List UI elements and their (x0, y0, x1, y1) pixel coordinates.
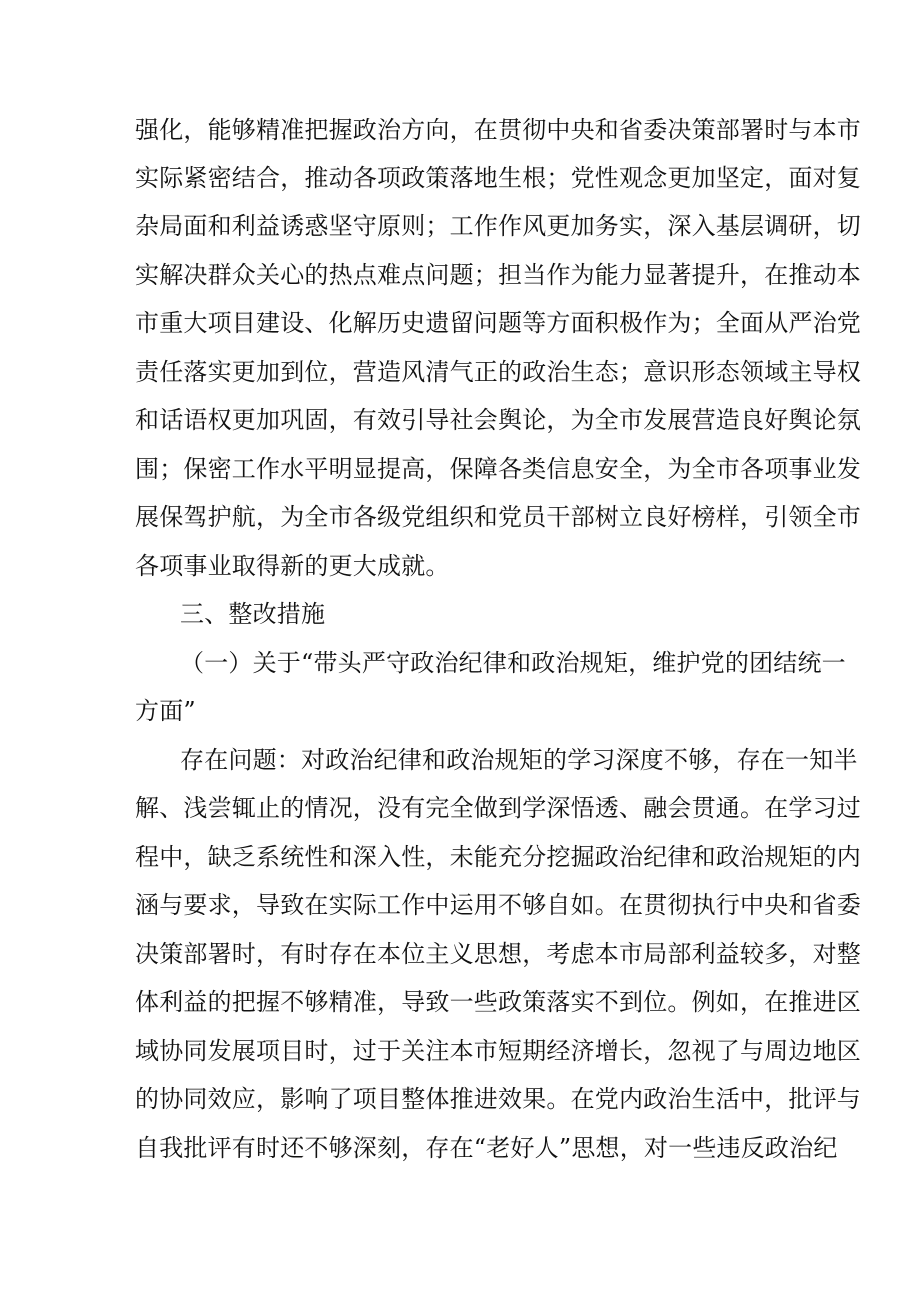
section-heading: 三、整改措施 (180, 600, 326, 628)
subheading-line: （一）关于“带头严守政治纪律和政治规矩，维护党的团结统一 (180, 649, 846, 677)
text-line: 域协同发展项目时，过于关注本市短期经济增长，忽视了与周边地区 (135, 1037, 861, 1065)
text-line: 市重大项目建设、化解历史遗留问题等方面积极作为；全面从严治党 (135, 309, 861, 337)
text-line: 责任落实更加到位，营造风清气正的政治生态；意识形态领域主导权 (135, 358, 861, 386)
text-line: 存在问题：对政治纪律和政治规矩的学习深度不够，存在一知半 (180, 746, 858, 774)
text-line: 体利益的把握不够精准，导致一些政策落实不到位。例如，在推进区 (135, 988, 861, 1016)
text-line: 解、浅尝辄止的情况，没有完全做到学深悟透、融会贯通。在学习过 (135, 794, 861, 822)
text-line: 展保驾护航，为全市各级党组织和党员干部树立良好榜样，引领全市 (135, 503, 861, 531)
text-line: 决策部署时，有时存在本位主义思想，考虑本市局部利益较多，对整 (135, 940, 861, 968)
text-line: 强化，能够精准把握政治方向，在贯彻中央和省委决策部署时与本市 (135, 116, 861, 144)
text-line: 和话语权更加巩固，有效引导社会舆论，为全市发展营造良好舆论氛 (135, 406, 861, 434)
text-line: 各项事业取得新的更大成就。 (135, 552, 450, 580)
text-line: 涵与要求，导致在实际工作中运用不够自如。在贯彻执行中央和省委 (135, 891, 861, 919)
text-line: 自我批评有时还不够深刻，存在“老好人”思想，对一些违反政治纪 (135, 1134, 838, 1162)
text-line: 程中，缺乏系统性和深入性，未能充分挖掘政治纪律和政治规矩的内 (135, 843, 861, 871)
text-line: 实解决群众关心的热点难点问题；担当作为能力显著提升，在推动本 (135, 261, 861, 289)
subheading-line: 方面” (135, 697, 196, 725)
text-line: 的协同效应，影响了项目整体推进效果。在党内政治生活中，批评与 (135, 1085, 861, 1113)
text-line: 杂局面和利益诱惑坚守原则；工作作风更加务实，深入基层调研，切 (135, 212, 861, 240)
text-line: 实际紧密结合，推动各项政策落地生根；党性观念更加坚定，面对复 (135, 164, 861, 192)
text-line: 围；保密工作水平明显提高，保障各类信息安全，为全市各项事业发 (135, 455, 861, 483)
